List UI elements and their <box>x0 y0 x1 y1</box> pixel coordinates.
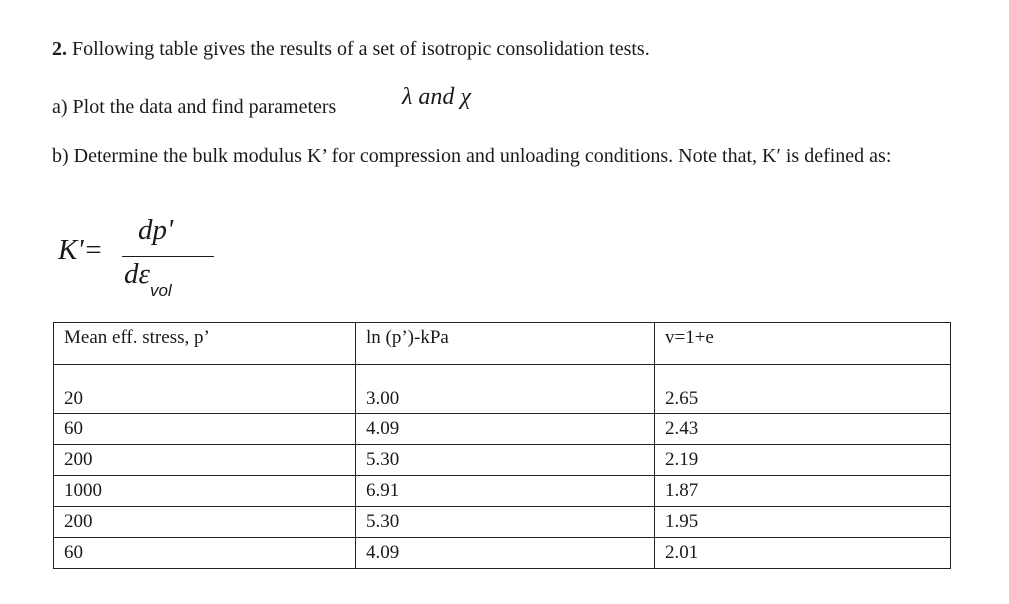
formula-numerator: dp' <box>138 214 174 246</box>
table-cell: 4.09 <box>356 538 655 569</box>
formula-denominator-main: dε <box>124 258 150 290</box>
table-header-cell: Mean eff. stress, p’ <box>54 323 356 365</box>
table-cell: 2.01 <box>655 538 951 569</box>
part-b <box>52 143 932 170</box>
table-cell: 5.30 <box>356 445 655 476</box>
question-intro: Following table gives the results of a set of isotropic consolidation tests. <box>72 38 650 60</box>
table-cell: 1.95 <box>655 507 951 538</box>
formula-denominator-sub: vol <box>149 280 172 300</box>
table-header-row <box>54 323 951 365</box>
fraction-bar <box>122 256 214 257</box>
consolidation-table <box>53 322 951 569</box>
table-header-cell: ln (p’)-kPa <box>356 323 655 365</box>
table-cell: 6.91 <box>356 476 655 507</box>
part-a-symbols: λ and χ <box>402 84 471 110</box>
table-header-cell: v=1+e <box>655 323 951 365</box>
table-cell: 2.19 <box>655 445 951 476</box>
table-cell: 3.00 <box>356 385 655 414</box>
table-row <box>54 385 951 414</box>
table-cell: 20 <box>54 385 356 414</box>
table-cell: 5.30 <box>356 507 655 538</box>
table-cell: 1.87 <box>655 476 951 507</box>
question-number: 2. <box>52 38 67 60</box>
table-row <box>54 445 951 476</box>
table-cell: 200 <box>54 445 356 476</box>
table-cell: 2.43 <box>655 414 951 445</box>
part-b-text: b) Determine the bulk modulus K’ for compression and unloading conditions. Note that, K′ is defined as: <box>52 145 892 167</box>
formula-lhs: K'= <box>58 234 104 266</box>
table-row <box>54 476 951 507</box>
table-cell: 200 <box>54 507 356 538</box>
table-row <box>54 414 951 445</box>
table-spacer-cell <box>54 365 356 386</box>
table-row <box>54 538 951 569</box>
table-row <box>54 507 951 538</box>
question-heading <box>52 38 650 61</box>
formula-denominator <box>124 258 172 300</box>
table-cell: 60 <box>54 414 356 445</box>
table-cell: 4.09 <box>356 414 655 445</box>
table-cell: 1000 <box>54 476 356 507</box>
part-a <box>52 84 471 119</box>
table-spacer-cell <box>356 365 655 386</box>
table-spacer-row <box>54 365 951 386</box>
table-spacer-cell <box>655 365 951 386</box>
table-cell: 60 <box>54 538 356 569</box>
part-a-text: a) Plot the data and find parameters <box>52 96 337 118</box>
table-cell: 2.65 <box>655 385 951 414</box>
bulk-modulus-formula <box>58 214 218 314</box>
